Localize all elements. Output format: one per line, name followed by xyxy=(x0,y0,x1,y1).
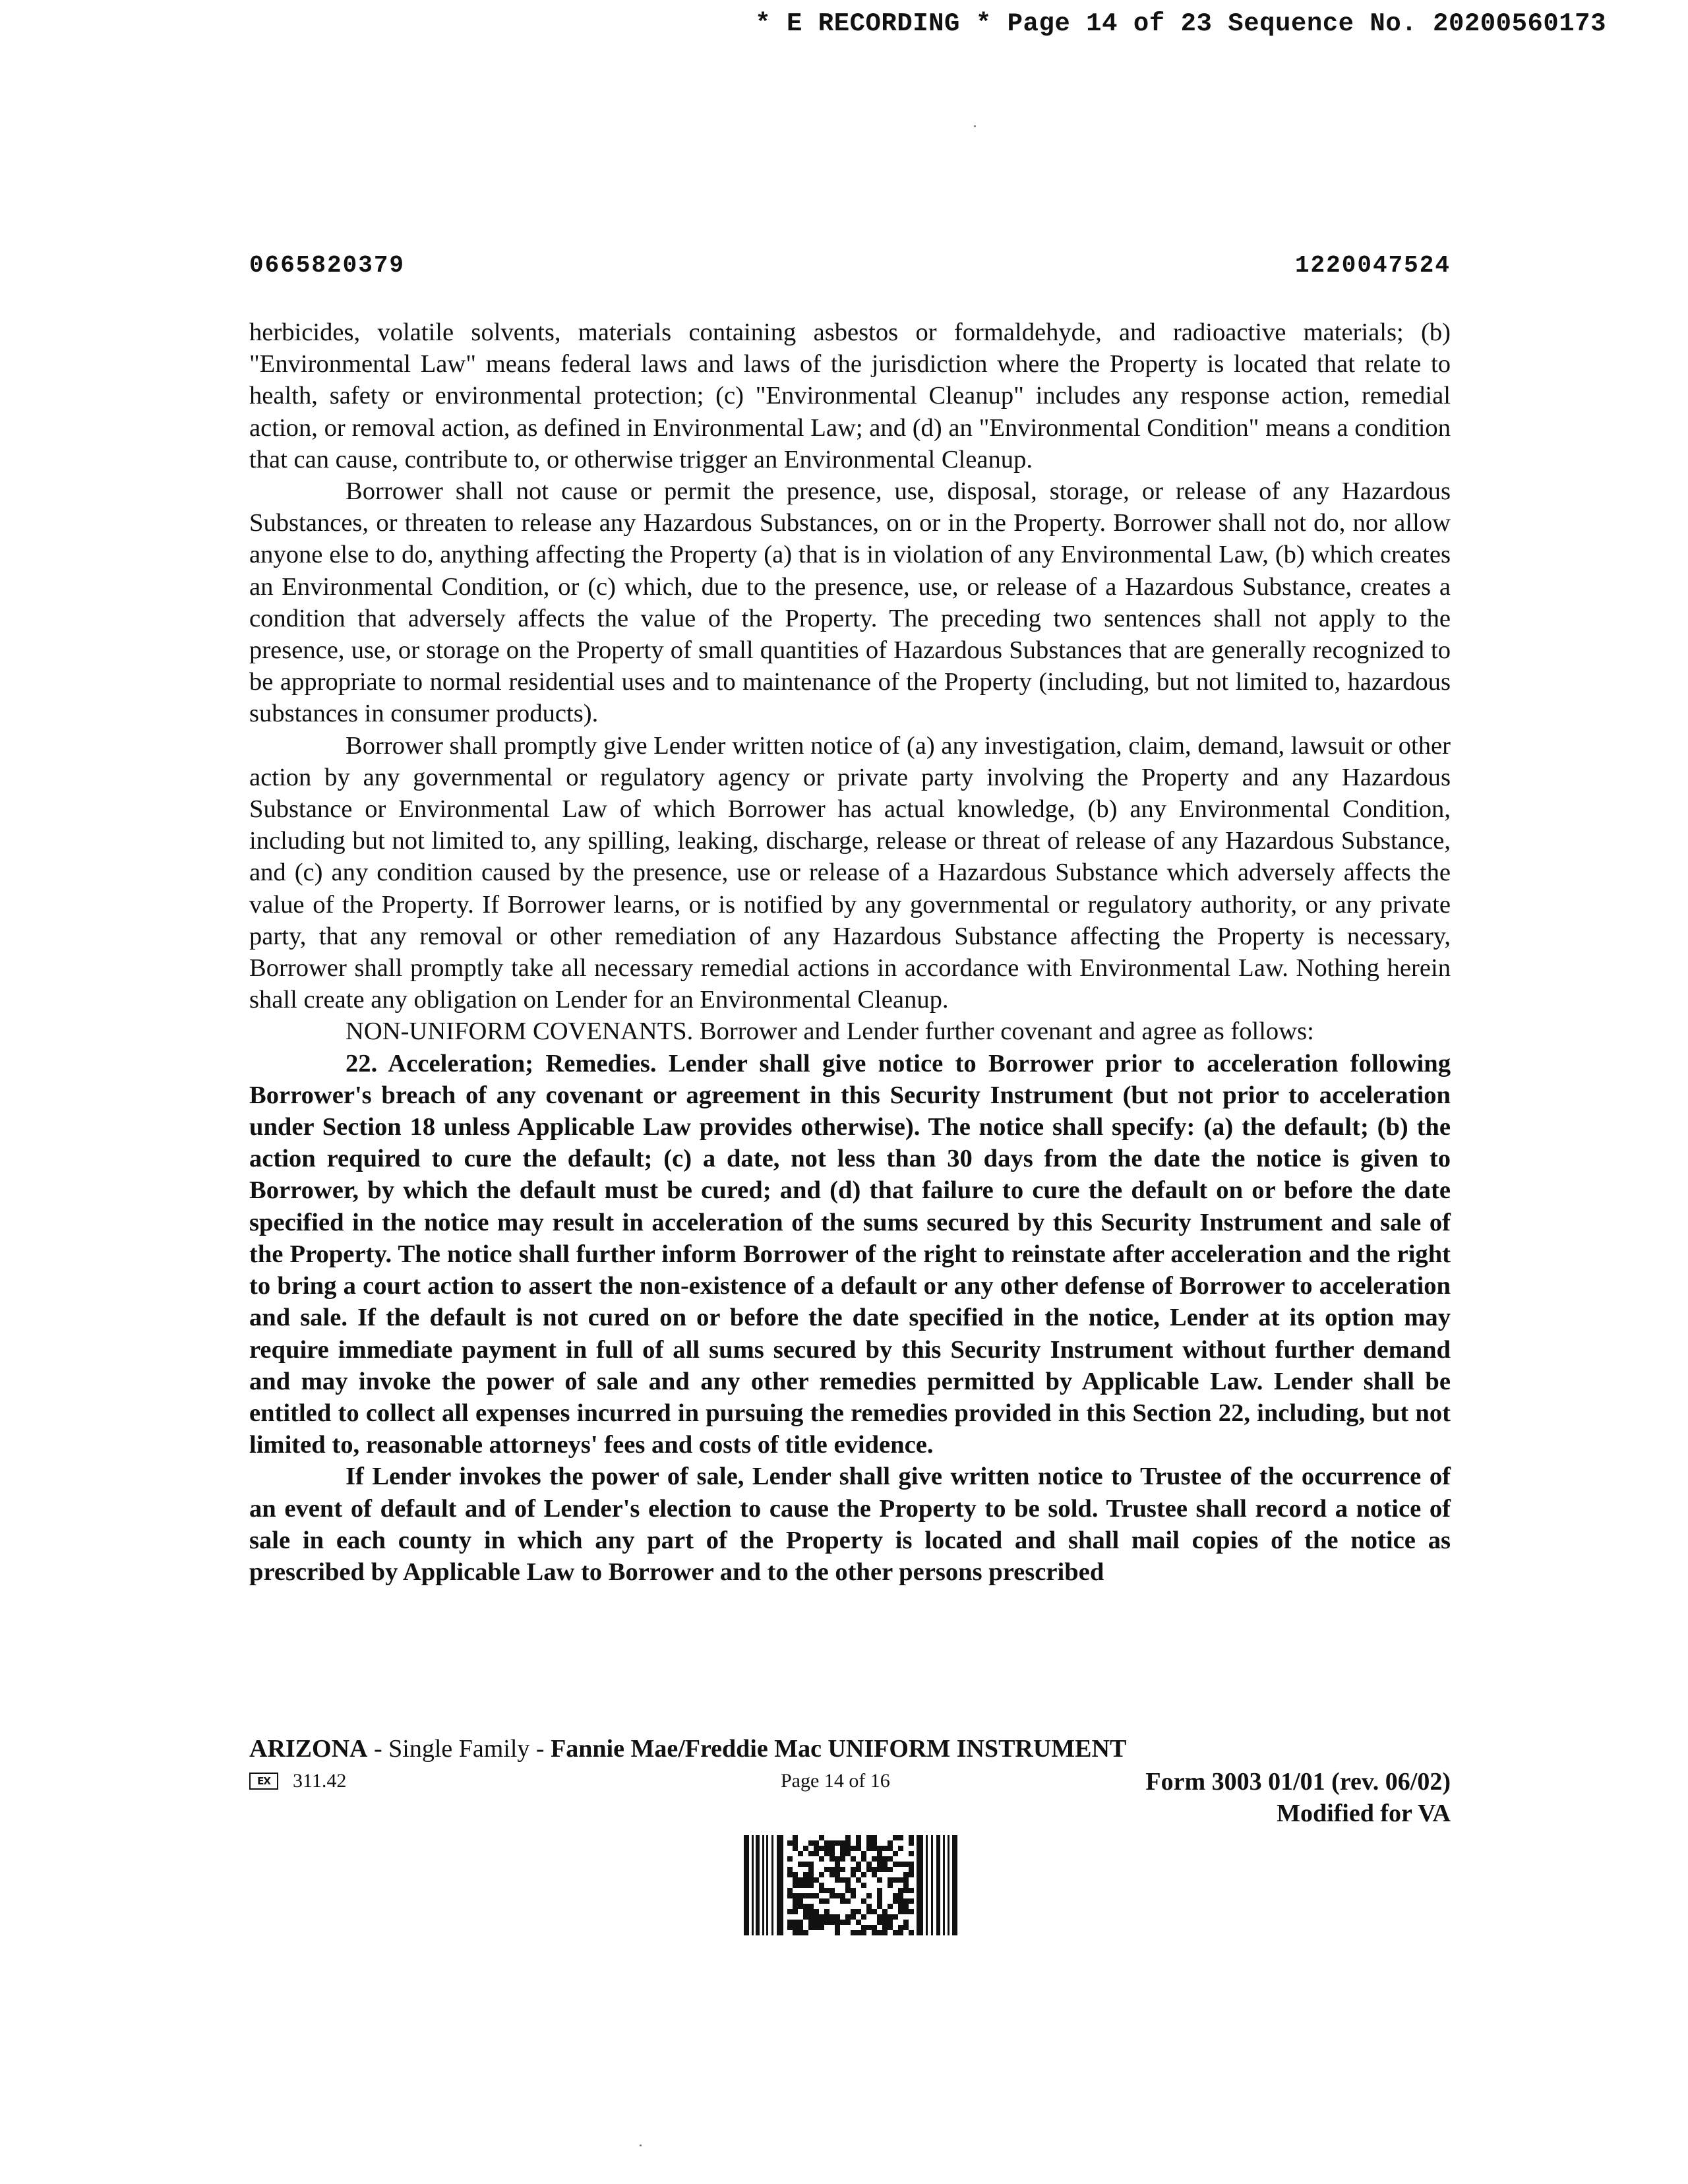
paragraph-environmental-definitions: herbicides, volatile solvents, materials containing asbestos or formaldehyde, and radioactive materials; (b) "Environmental Law" means federal laws and laws of the jurisdiction where the Property is located that relate to health, safety or environmental protection; (c) "Environmental Cleanup" includes any response action, remedial action, or removal action, as defined in Environmental Law; and (d) an "Environmental Condition" means a condition that can cause, contribute to, or otherwise trigger an Environmental Cleanup. xyxy=(249,318,1451,473)
paragraph-power-of-sale: If Lender invokes the power of sale, Lender shall give written notice to Trustee of the occurrence of an event of default and of Lender's election to cause the Property to be sold. Trustee shall record a notice of sale in each county in which any part of the Property is located and shall mail copies of the notice as prescribed by Applicable Law to Borrower and to the other persons prescribed xyxy=(249,1463,1451,1586)
footer-separator: - xyxy=(367,1735,389,1763)
form-code: 311.42 xyxy=(293,1770,347,1792)
scan-speck xyxy=(640,2144,642,2146)
loan-number-left: 0665820379 xyxy=(249,252,406,279)
paragraph-hazardous-substances: Borrower shall not cause or permit the presence, use, disposal, storage, or release of any Hazardous Substances, or threaten to release any Hazardous Substances, on or in the Property. Borrower shall not do, nor allow anyone else to do, anything affecting the Property (a) that is in violation of any Environmental Law, (b) which creates an Environmental Condition, or (c) which, due to the presence, use, or release of a Hazardous Substance, creates a condition that adversely affects the value of the Property. The preceding two sentences shall not apply to the presence, use, or storage on the Property of small quantities of Hazardous Substances that are generally recognized to be appropriate to normal residential uses and to maintenance of the Property (including, but not limited to, hazardous substances in consumer products). xyxy=(249,477,1451,728)
footer-instrument: Fannie Mae/Freddie Mac UNIFORM INSTRUMENT xyxy=(551,1735,1127,1763)
footer-family: Single Family xyxy=(388,1735,530,1763)
form-number: Form 3003 01/01 (rev. 06/02) xyxy=(1145,1768,1451,1796)
footer-separator: - xyxy=(529,1735,551,1763)
footer-form-code xyxy=(249,1770,346,1792)
paragraph-notice-to-lender: Borrower shall promptly give Lender written notice of (a) any investigation, claim, demand, lawsuit or other action by any governmental or regulatory agency or private party involving the Property and any Hazardous Substance or Environmental Law of which Borrower has actual knowledge, (b) any Environmental Condition, including but not limited to, any spilling, leaking, discharge, release or threat of release of any Hazardous Substance, and (c) any condition caused by the presence, use or release of a Hazardous Substance which adversely affects the value of the Property. If Borrower learns, or is notified by any governmental or regulatory authority, or any private party, that any removal or other remediation of any Hazardous Substance affecting the Property is necessary, Borrower shall promptly take all necessary remedial actions in accordance with Environmental Law. Nothing herein shall create any obligation on Lender for an Environmental Cleanup. xyxy=(249,731,1451,1014)
non-uniform-covenants-heading: NON-UNIFORM COVENANTS. Borrower and Lender further covenant and agree as follows: xyxy=(346,1017,1314,1046)
modified-for-va: Modified for VA xyxy=(1277,1800,1451,1827)
scan-speck xyxy=(974,125,976,127)
paragraph-22-acceleration-remedies: 22. Acceleration; Remedies. Lender shall give notice to Borrower prior to acceleration following Borrower's breach of any covenant or agreement in this Security Instrument (but not prior to acceleration under Section 18 unless Applicable Law provides otherwise). The notice shall specify: (a) the default; (b) the action required to cure the default; (c) a date, not less than 30 days from the date the notice is given to Borrower, by which the default must be cured; and (d) that failure to cure the default on or before the date specified in the notice may result in acceleration of the sums secured by this Security Instrument and sale of the Property. The notice shall further inform Borrower of the right to reinstate after acceleration and the right to bring a court action to assert the non-existence of a default or any other defense of Borrower to acceleration and sale. If the default is not cured on or before the date specified in the notice, Lender at its option may require immediate payment in full of all sums secured by this Security Instrument without further demand and may invoke the power of sale and any other remedies permitted by Applicable Law. Lender shall be entitled to collect all expenses incurred in pursuing the remedies provided in this Section 22, including, but not limited to, reasonable attorneys' fees and costs of title evidence. xyxy=(249,1049,1451,1459)
vmp-logo-icon: EX xyxy=(249,1773,278,1790)
barcode-icon xyxy=(744,1835,958,1935)
document-body xyxy=(249,317,1451,1588)
footer-state: ARIZONA xyxy=(249,1735,368,1763)
recording-header: * E RECORDING * Page 14 of 23 Sequence No. 20200560173 xyxy=(755,9,1606,38)
page-number: Page 14 of 16 xyxy=(781,1770,890,1792)
footer-form-title xyxy=(249,1734,1126,1763)
loan-number-right: 1220047524 xyxy=(1294,252,1451,279)
